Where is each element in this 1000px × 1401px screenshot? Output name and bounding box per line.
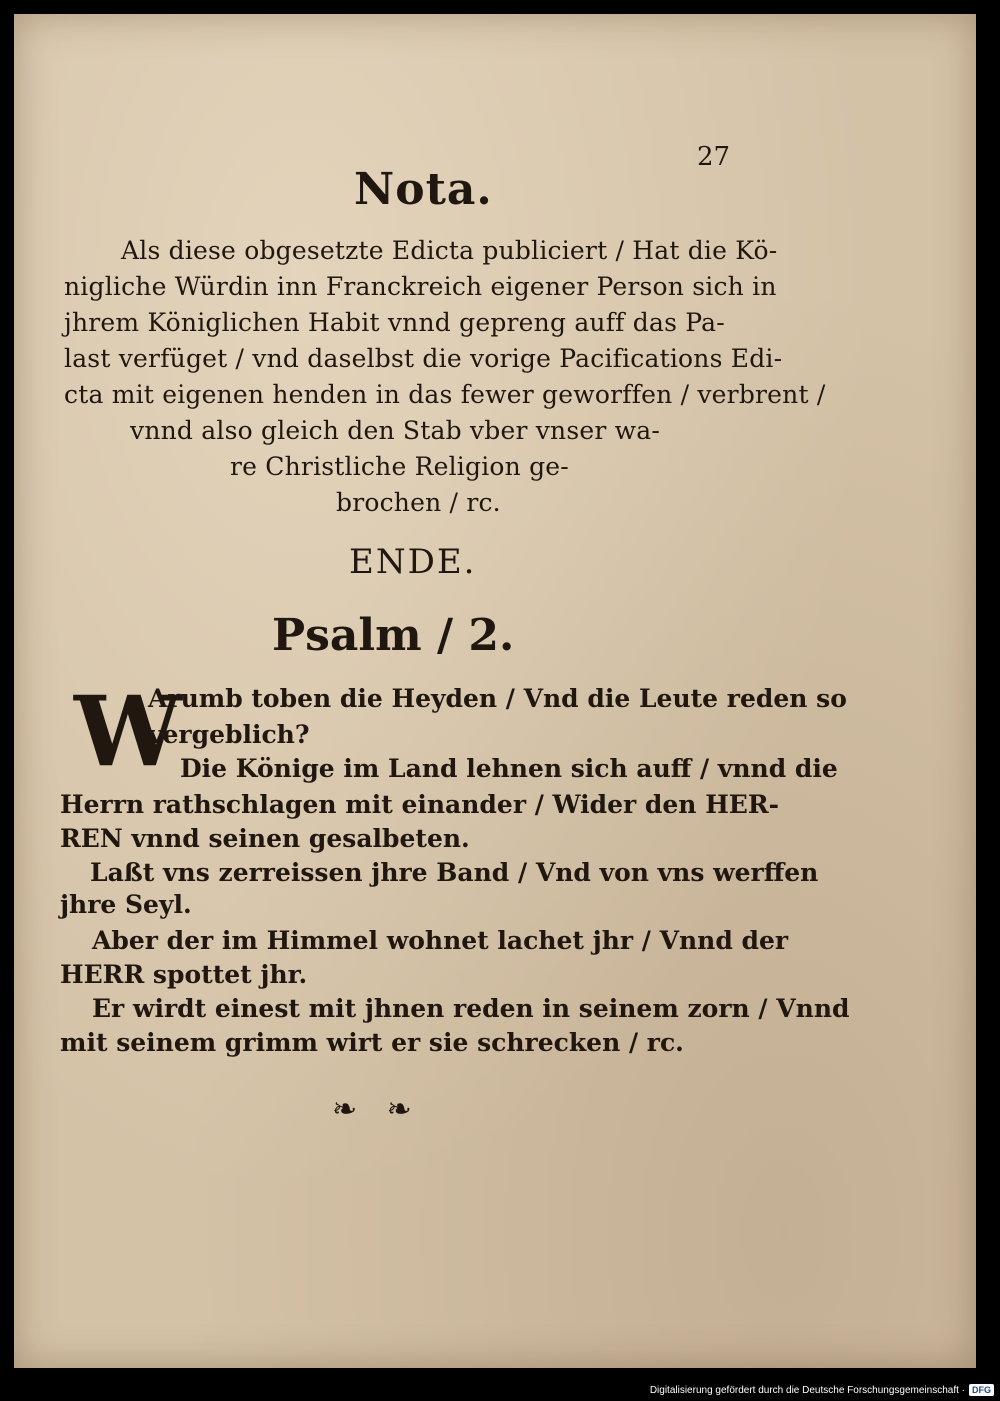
nota-heading: Nota.: [354, 164, 493, 215]
ende-marker: ENDE.: [349, 542, 477, 582]
psalm-line-4: Herrn rathschlagen mit einander / Wider den HER-: [60, 790, 780, 819]
nota-line-6: vnnd also gleich den Stab vber vnser wa-: [130, 416, 661, 445]
nota-line-1: Als diese obgesetzte Edicta publiciert / Hat die Kö-: [121, 236, 778, 265]
nota-line-4: last verfüget / vnd daselbst die vorige Pacifications Edi-: [64, 344, 783, 373]
psalm-line-7: jhre Seyl.: [60, 890, 192, 919]
psalm-line-2: vergeblich?: [148, 720, 310, 749]
footer-text: Digitalisierung gefördert durch die Deutsche Forschungsgemeinschaft ·: [649, 1384, 965, 1396]
document-page: [14, 14, 976, 1368]
nota-line-8: brochen / rc.: [336, 488, 501, 517]
psalm-line-8: Aber der im Himmel wohnet lachet jhr / Vnnd der: [92, 926, 789, 955]
nota-line-5: cta mit eigenen henden in das fewer geworffen / verbrent /: [64, 380, 826, 409]
nota-line-7: re Christliche Religion ge-: [230, 452, 569, 481]
dfg-logo: DFG: [969, 1384, 994, 1396]
psalm-line-5: REN vnnd seinen gesalbeten.: [60, 824, 470, 853]
page-number: 27: [697, 142, 731, 172]
footer-credit: [650, 1384, 994, 1396]
psalm-heading: Psalm / 2.: [272, 610, 515, 661]
psalm-line-6: Laßt vns zerreissen jhre Band / Vnd von vns werffen: [90, 858, 819, 887]
drop-cap-initial: W: [74, 675, 182, 788]
psalm-line-1: Arumb toben die Heyden / Vnd die Leute reden so: [148, 684, 847, 713]
psalm-line-10: Er wirdt einest mit jhnen reden in seinem zorn / Vnnd: [92, 994, 850, 1023]
fleuron-ornament: ❧ ❧: [332, 1092, 422, 1127]
nota-line-2: nigliche Würdin inn Franckreich eigener Person sich in: [64, 272, 777, 301]
nota-line-3: jhrem Königlichen Habit vnnd gepreng auff das Pa-: [64, 308, 725, 337]
psalm-line-9: HERR spottet jhr.: [60, 960, 308, 989]
psalm-line-3: Die Könige im Land lehnen sich auff / vnnd die: [180, 754, 838, 783]
psalm-line-11: mit seinem grimm wirt er sie schrecken / rc.: [60, 1028, 684, 1057]
